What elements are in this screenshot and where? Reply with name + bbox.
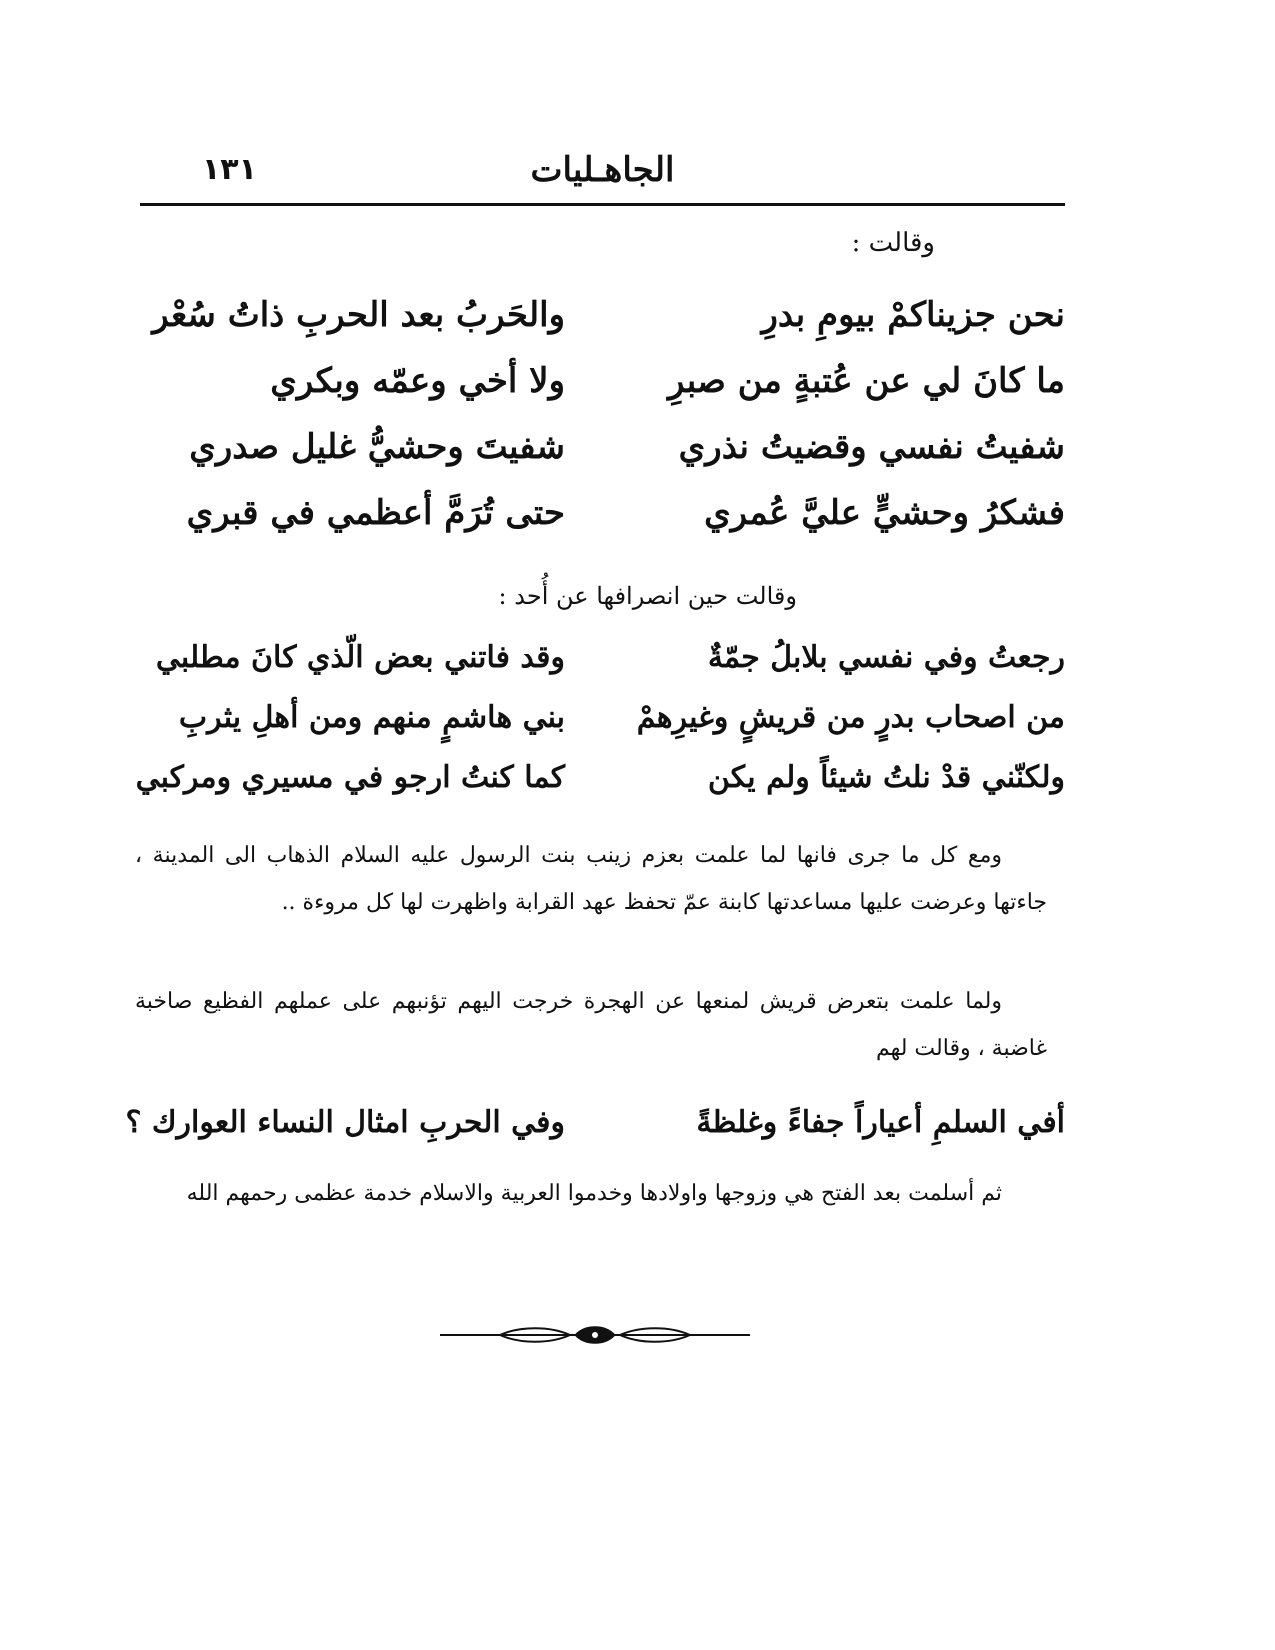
poem-2 bbox=[135, 628, 1065, 808]
hemistich-first: ما كانَ لي عن عُتبةٍ من صبرِ bbox=[668, 361, 1065, 401]
poem-intro-1: وقالت : bbox=[851, 228, 935, 258]
verse bbox=[125, 1090, 1065, 1156]
hemistich-second: حتى تُرَمَّ أعظمي في قبري bbox=[186, 493, 565, 533]
hemistich-second: ولا أخي وعمّه وبكري bbox=[270, 361, 565, 401]
paragraph-2: ولما علمت بتعرض قريش لمنعها عن الهجرة خرجت اليهم تؤنبهم على عملهم الفظيع صاخبة غاضبة ، وقالت لهم bbox=[135, 989, 1047, 1061]
hemistich-first: أفي السلمِ أعياراً جفاءً وغلظةً bbox=[696, 1105, 1065, 1140]
verse bbox=[140, 480, 1065, 546]
hemistich-second: وقد فاتني بعض الّذي كانَ مطلبي bbox=[155, 640, 565, 675]
hemistich-second: بني هاشمٍ منهم ومن أهلِ يثربِ bbox=[178, 700, 565, 735]
hemistich-first: ولكنّني قدْ نلتُ شيئاً ولم يكن bbox=[707, 760, 1065, 795]
paragraph-1: ومع كل ما جرى فانها لما علمت بعزم زينب بنت الرسول عليه السلام الذهاب الى المدينة ، جاءتها وعرضت عليها مساعدتها كابنة عمّ تحفظ عهد القرابة واظهرت لها كل مروءة .. bbox=[135, 843, 1047, 915]
verse bbox=[140, 628, 1065, 688]
poem-1 bbox=[140, 282, 1065, 546]
page-number: ١٣١ bbox=[202, 152, 257, 187]
page-header bbox=[140, 148, 1065, 198]
hemistich-first: شفيتُ نفسي وقضيتُ نذري bbox=[678, 427, 1065, 467]
hemistich-second: شفيتَ وحشيُّ غليل صدري bbox=[189, 427, 565, 467]
hemistich-second: وفي الحربِ امثال النساء العوارك ؟ bbox=[125, 1105, 565, 1140]
verse bbox=[140, 282, 1065, 348]
verse bbox=[140, 414, 1065, 480]
hemistich-first: نحن جزيناكمْ بيومِ بدرِ bbox=[761, 295, 1065, 335]
running-title: الجاهـليات bbox=[530, 150, 675, 190]
hemistich-first: فشكرُ وحشيٍّ عليَّ عُمري bbox=[704, 493, 1065, 533]
hemistich-second: والحَربُ بعد الحربِ ذاتُ سُعْر bbox=[152, 295, 565, 335]
header-rule bbox=[140, 203, 1065, 206]
poem-3 bbox=[125, 1090, 1065, 1156]
hemistich-first: رجعتُ وفي نفسي بلابلُ جمّةٌ bbox=[707, 640, 1065, 675]
end-ornament bbox=[440, 1322, 750, 1348]
poem-intro-2: وقالت حين انصرافها عن أُحد : bbox=[498, 582, 797, 610]
hemistich-first: من اصحاب بدرٍ من قريشٍ وغيرِهمْ bbox=[636, 700, 1065, 735]
paragraph-3: ثم أسلمت بعد الفتح هي وزوجها واولادها وخدموا العربية والاسلام خدمة عظمى رحمهم الله bbox=[186, 1181, 1002, 1206]
verse bbox=[140, 348, 1065, 414]
verse bbox=[140, 688, 1065, 748]
hemistich-second: كما كنتُ ارجو في مسيري ومركبي bbox=[135, 760, 565, 795]
verse bbox=[135, 748, 1065, 808]
